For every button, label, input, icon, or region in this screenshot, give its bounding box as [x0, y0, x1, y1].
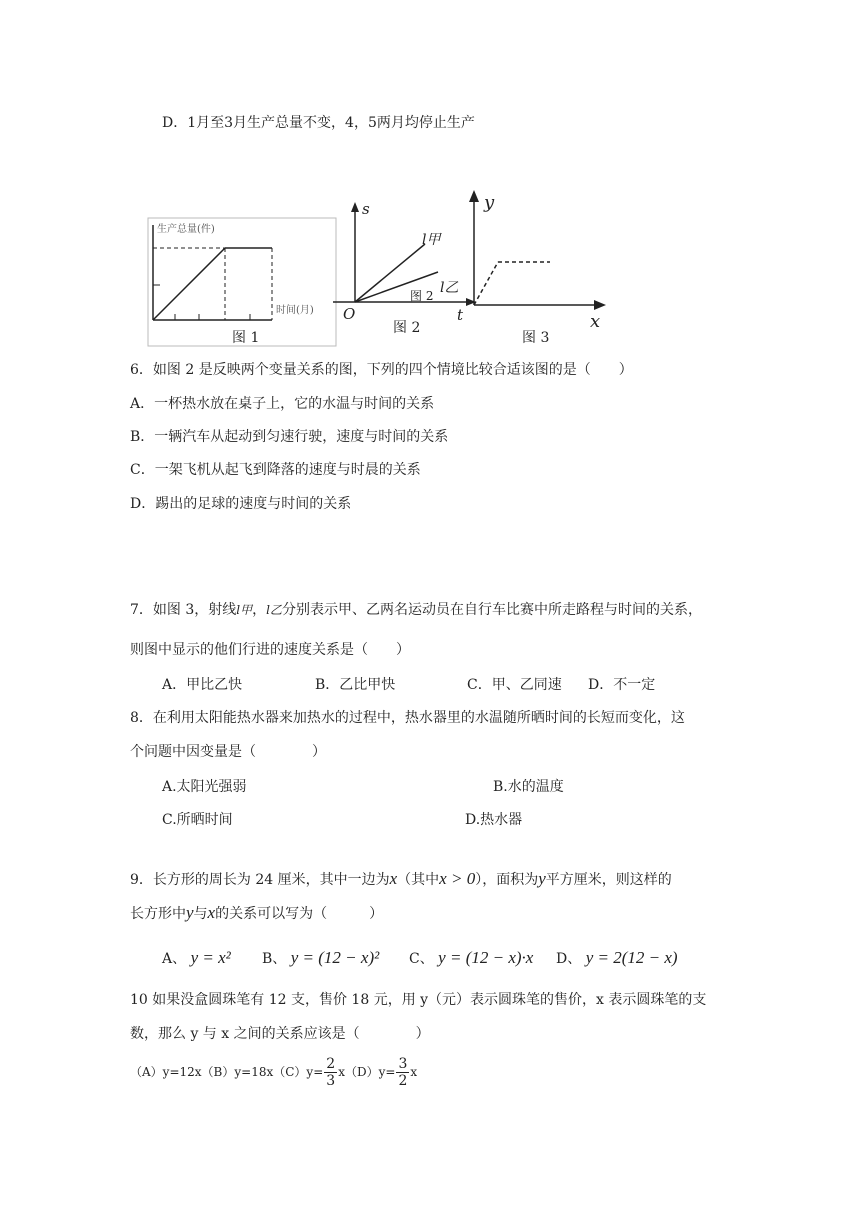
q8-line1: 8．在利用太阳能热水器来加热水的过程中，热水器里的水温随所晒时间的长短而变化，这	[130, 710, 685, 726]
q6-option-d: D．踢出的足球的速度与时间的关系	[130, 496, 352, 512]
fig1-rise-line	[153, 248, 225, 320]
q6-option-a: A．一杯热水放在桌子上，它的水温与时间的关系	[130, 396, 435, 412]
q7-l-yi: l乙	[266, 603, 282, 617]
q9-option-d: D、 y = 2(12 − x)	[556, 948, 678, 967]
q8-option-c: C.所晒时间	[162, 812, 233, 828]
q10-option-d-pre: （D）y=	[344, 1065, 396, 1079]
q7-option-d: D．不一定	[588, 677, 656, 693]
fig1-ylabel: 生产总量(件)	[157, 224, 215, 235]
q10-options: （A）y=12x（B）y=18x（C）y= $\frac{2}{3}$ x（D）y= $\frac{3}{2}$ x	[130, 1056, 418, 1089]
q6-stem: 6．如图 2 是反映两个变量关系的图，下列的四个情境比较合适该图的是（ ）	[130, 362, 633, 378]
q8-option-b: B.水的温度	[493, 779, 564, 795]
q7-option-b: B．乙比甲快	[315, 677, 396, 693]
fig3-caption: 图 3	[522, 330, 550, 346]
q9-option-c: C、 y = (12 − x)·x	[409, 948, 534, 967]
q7-option-a: A．甲比乙快	[162, 677, 243, 693]
q7-line2: 则图中显示的他们行进的速度关系是（ ）	[130, 642, 410, 658]
fig2-y-label: s	[362, 200, 370, 218]
q8-option-a: A.太阳光强弱	[162, 779, 247, 795]
fig2-label-yi: l乙	[440, 280, 459, 296]
fig2-label-jia: l甲	[422, 232, 441, 248]
q8-line2: 个问题中因变量是（ ）	[130, 744, 326, 760]
fig1-caption: 图 1	[232, 330, 260, 346]
fig2-caption: 图 2	[393, 320, 421, 336]
fig2-inner-label: 图 2	[410, 289, 434, 303]
fig3-rise-dash	[474, 262, 498, 305]
fig2-x-label: t	[457, 306, 464, 324]
q10-line1: 10 如果没盒圆珠笔有 12 支，售价 18 元，用 y（元）表示圆珠笔的售价，x 表示圆珠笔的支	[130, 992, 707, 1008]
q10-option-c-pre: （C）y=	[273, 1065, 324, 1079]
q10-line2: 数，那么 y 与 x 之间的关系应该是（ ）	[130, 1026, 430, 1042]
q7-option-c: C．甲、乙同速	[467, 677, 562, 693]
q6-option-b: B．一辆汽车从起动到匀速行驶，速度与时间的关系	[130, 429, 449, 445]
q10-option-c-fraction: $\frac{2}{3}$	[326, 1056, 336, 1089]
q9-option-b: B、 y = (12 − x)²	[262, 948, 380, 967]
fig2-origin: O	[343, 305, 356, 323]
q10-option-d-fraction: $\frac{3}{2}$	[398, 1056, 408, 1089]
q8-option-d: D.热水器	[465, 812, 523, 828]
q10-option-a: （A）y=12x	[130, 1065, 202, 1079]
q6-option-c: C．一架飞机从起飞到降落的速度与时晨的关系	[130, 462, 421, 478]
fig1-xlabel: 时间(月)	[276, 305, 314, 316]
q5-option-d: D．1月至3月生产总量不变，4，5两月均停止生产	[162, 115, 475, 131]
fig3-y-label: y	[484, 192, 495, 213]
fig1-frame	[148, 218, 336, 346]
q9-option-a: A、 y = x²	[162, 948, 231, 967]
q9-line2: 长方形中y与x的关系可以写为（ ）	[130, 903, 384, 922]
q7-stem: 7．如图 3，射线l甲，l乙分别表示甲、乙两名运动员在自行车比赛中所走路程与时间的关系，	[130, 602, 702, 618]
fig3-x-label: x	[590, 311, 601, 332]
figures-strip	[0, 180, 860, 350]
q9-line1: 9．长方形的周长为 24 厘米，其中一边为x（其中x > 0），面积为y平方厘米，则这样的	[130, 869, 672, 888]
q10-option-b: （B）y=18x	[201, 1065, 274, 1079]
q7-l-jia: l甲	[236, 603, 253, 617]
